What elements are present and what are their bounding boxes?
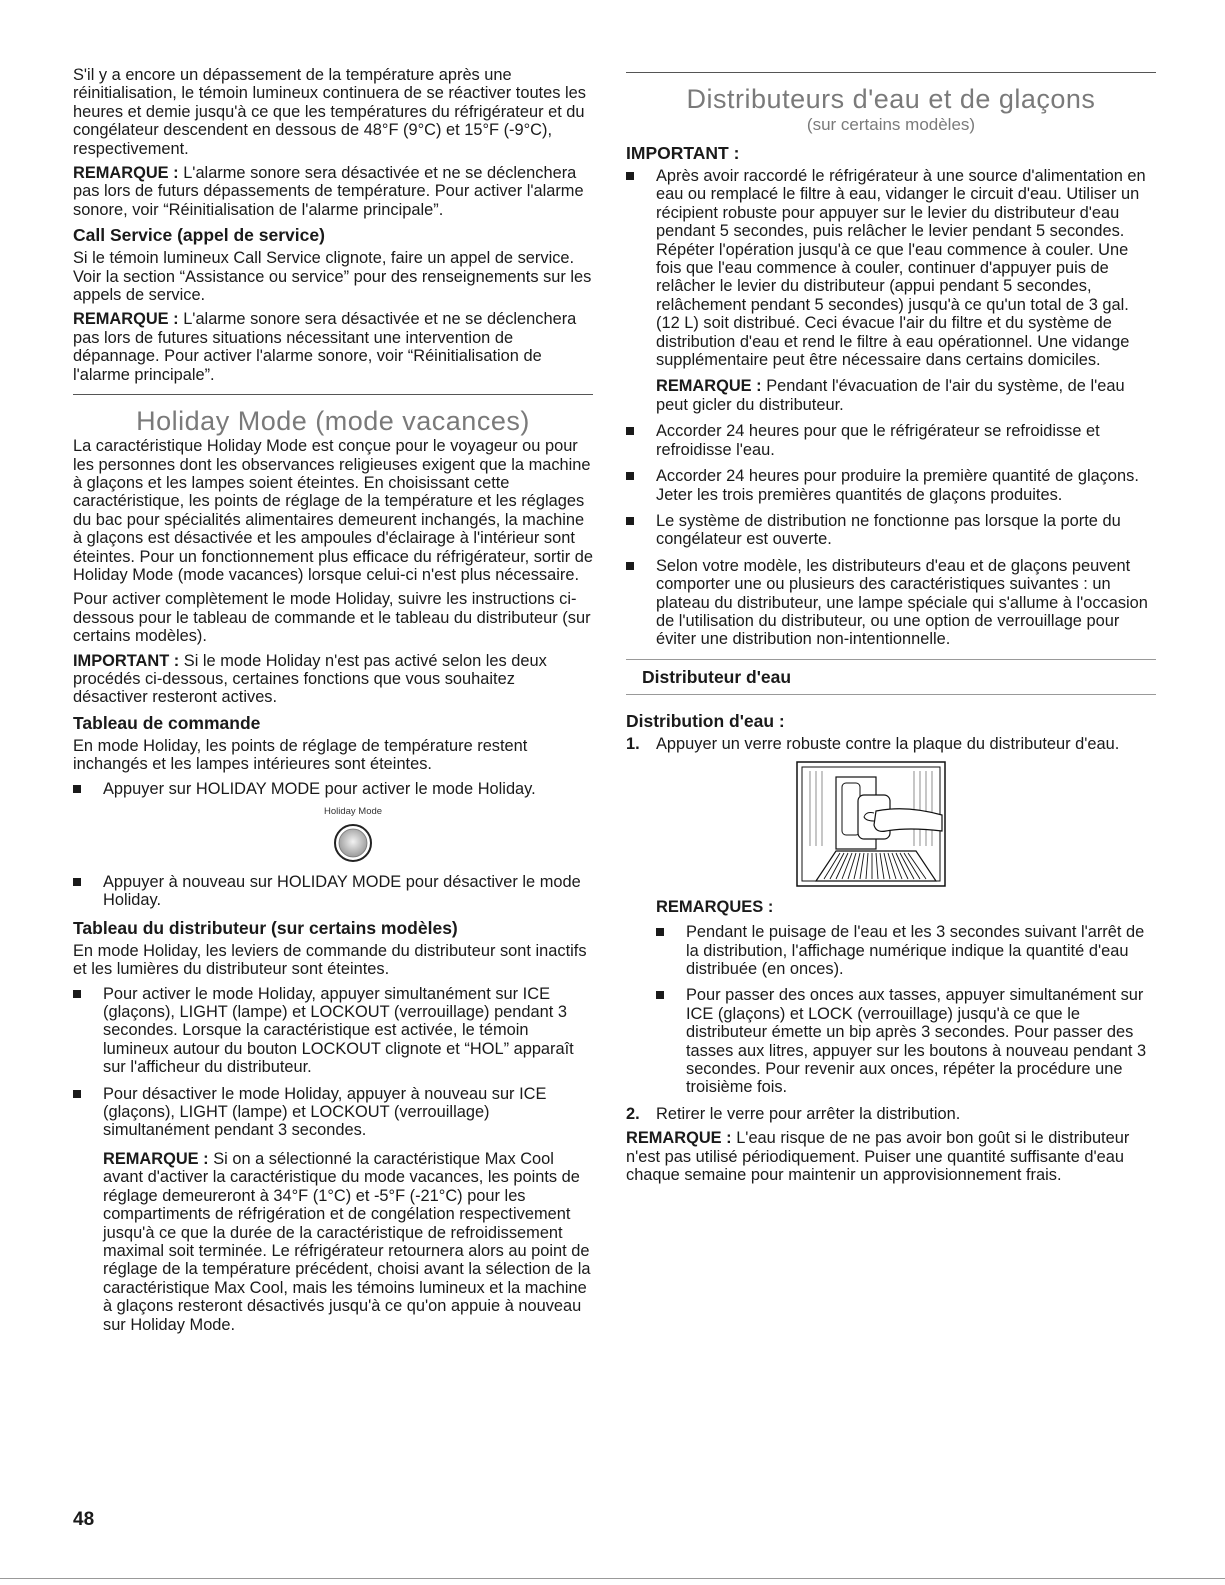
list-item: Pendant le puisage de l'eau et les 3 secondes suivant l'arrêt de la distribution, l'affichage numérique indique la quantité d'eau distribuée (en onces).	[656, 923, 1156, 978]
dispenser-panel-list	[73, 985, 593, 1334]
dispenser-panel-paragraph: En mode Holiday, les leviers de commande du distributeur sont inactifs et les lumières du distributeur sont éteintes.	[73, 941, 587, 979]
note-label: REMARQUE :	[656, 377, 762, 396]
dispenser-panel-heading: Tableau du distributeur (sur certains modèles)	[73, 917, 458, 938]
section-divider	[626, 72, 1156, 73]
note-label: REMARQUE :	[73, 310, 179, 329]
holiday-intro-paragraph: La caractéristique Holiday Mode est conçue pour le voyageur ou pour les personnes dont les observances religieuses exigent que la machine à glaçons et les lampes soient éteintes. En choisissant cette caractéristique, les points de réglage de la température et les réglages du bac pour spécialités alimentaires demeurent inchangés, la machine à glaçons est désactivée et les ampoules d'éclairage à l'intérieur sont éteintes. Pour un fonctionnement plus efficace du réfrigérateur, sortir de Holiday Mode (mode vacances) lorsque celui-ci n'est plus nécessaire.	[73, 437, 593, 584]
water-distribution-heading: Distribution d'eau :	[626, 710, 785, 731]
note-alarm-service	[73, 310, 593, 384]
holiday-important-note	[73, 652, 593, 707]
dispensers-subtitle: (sur certains modèles)	[806, 115, 976, 134]
list-item: Appuyer sur HOLIDAY MODE pour activer le mode Holiday.	[73, 780, 593, 798]
list-item: Le système de distribution ne fonctionne pas lorsque la porte du congélateur est ouverte.	[626, 512, 1156, 549]
control-panel-heading: Tableau de commande	[73, 712, 261, 733]
note-label: REMARQUE :	[626, 1129, 732, 1148]
left-column	[73, 66, 593, 1342]
step-number: 1.	[626, 734, 640, 753]
holiday-mode-button-label: Holiday Mode	[323, 806, 383, 817]
distribution-steps-2	[626, 1105, 1156, 1123]
step-text: Retirer le verre pour arrêter la distribution.	[656, 1104, 961, 1123]
note-text: Pendant l'évacuation de l'air du système, de l'eau peut gicler du distributeur.	[656, 377, 1125, 414]
list-item: Accorder 24 heures pour que le réfrigérateur se refroidisse et refroidisse l'eau.	[626, 422, 1156, 459]
section-divider	[73, 394, 593, 395]
note-label: REMARQUE :	[73, 164, 179, 183]
important-label: IMPORTANT :	[73, 651, 180, 670]
temperature-paragraph: S'il y a encore un dépassement de la température après une réinitialisation, le témoin lumineux continuera de se réactiver toutes les heures et demie jusqu'à ce que les températures du réfrigérateur et du congélateur descendent en dessous de 48°F (9°C) et 15°F (-9°C), respectivement.	[73, 66, 586, 158]
list-item: Pour passer des onces aux tasses, appuyer simultanément sur ICE (glaçons) et LOCK (verrouillage) jusqu'à ce que le distributeur émette un bip après 3 secondes. Pour passer des tasses aux litres, appuyer sur les boutons à nouveau pendant 3 secondes. Pour revenir aux onces, répéter la procédure une troisième fois.	[656, 986, 1156, 1096]
control-panel-paragraph: En mode Holiday, les points de réglage de température restent inchangés et les lampes intérieures sont éteintes.	[73, 736, 528, 774]
page-bottom-border	[0, 1578, 1225, 1579]
control-panel-list-2	[73, 873, 593, 910]
remarks-block	[626, 897, 1156, 1097]
taste-note	[626, 1129, 1156, 1184]
note-text: L'alarme sonore sera désactivée et ne se déclenchera pas lors de futurs dépassements de température. Pour activer l'alarme sonore, voir “Réinitialisation de l'alarme principale”.	[73, 164, 584, 219]
distribution-steps	[626, 735, 1156, 753]
list-item: Selon votre modèle, les distributeurs d'eau et de glaçons peuvent comporter une ou plusieurs des caractéristiques suivantes : un plateau du distributeur, une lampe spéciale qui s'allume à l'occasion de l'utilisation du distributeur, ou une option de verrouillage pour éviter une distribution non-intentionnelle.	[626, 557, 1156, 649]
step-item	[626, 735, 1156, 753]
list-item-text: Après avoir raccordé le réfrigérateur à une source d'alimentation en eau ou remplacé le filtre à eau, vidanger le circuit d'eau. Utiliser un récipient robuste pour appuyer sur le levier du distributeur d'eau pendant 5 secondes, puis relâcher le levier pendant 5 secondes. Répéter l'opération jusqu'à ce que l'eau commence à couler. Une fois que l'eau commence à couler, continuer d'appuyer puis de relâcher le levier du distributeur (appui pendant 5 secondes, relâchement pendant 5 secondes) jusqu'à ce qu'un total de 3 gal. (12 L) soit distribué. Ceci évacue l'air du filtre et du système de distribution d'eau et rend le filtre à eau opérationnel. Une vidange supplémentaire peut être nécessaire dans certains domiciles.	[656, 167, 1146, 370]
call-service-paragraph: Si le témoin lumineux Call Service clignote, faire un appel de service. Voir la section “Assistance ou service” pour des renseignements sur les appels de service.	[73, 249, 592, 305]
remarks-heading: REMARQUES :	[656, 898, 774, 917]
holiday-mode-title: Holiday Mode (mode vacances)	[136, 406, 530, 437]
important-text: Si le mode Holiday n'est pas activé selon les deux procédés ci-dessous, certaines fonctions que vous souhaitez désactiver resteront actives.	[73, 651, 547, 707]
holiday-mode-button-icon[interactable]	[333, 823, 373, 863]
important-list	[626, 167, 1156, 649]
list-item-text: Pour désactiver le mode Holiday, appuyer à nouveau sur ICE (glaçons), LIGHT (lampe) et LOCKOUT (verrouillage) simultanément pendant 3 secondes.	[103, 1084, 547, 1140]
step-item	[626, 1105, 1156, 1123]
note-text: L'eau risque de ne pas avoir bon goût si le distributeur n'est pas utilisé périodiquement. Puiser une quantité suffisante d'eau chaque semaine pour maintenir un approvisionnement frais.	[626, 1129, 1130, 1185]
max-cool-note	[103, 1150, 593, 1334]
call-service-heading: Call Service (appel de service)	[73, 225, 325, 246]
water-dispenser-header-box	[626, 659, 1156, 695]
list-item: Appuyer à nouveau sur HOLIDAY MODE pour désactiver le mode Holiday.	[73, 873, 593, 910]
note-alarm-temperature	[73, 164, 593, 219]
step-number: 2.	[626, 1104, 640, 1123]
holiday-mode-button-figure	[73, 806, 593, 863]
air-purge-note	[656, 377, 1156, 414]
water-dispenser-illustration	[796, 761, 946, 887]
right-column	[626, 66, 1156, 1190]
list-item: Accorder 24 heures pour produire la première quantité de glaçons. Jeter les trois premières quantités de glaçons produites.	[626, 467, 1156, 504]
list-item	[626, 167, 1156, 414]
dispensers-title: Distributeurs d'eau et de glaçons	[686, 84, 1096, 114]
remarks-list	[656, 923, 1156, 1097]
list-item: Pour activer le mode Holiday, appuyer simultanément sur ICE (glaçons), LIGHT (lampe) et LOCKOUT (verrouillage) pendant 3 secondes. Lorsque la caractéristique est activée, le témoin lumineux autour du bouton LOCKOUT clignote et “HOL” apparaît sur l'afficheur du distributeur.	[73, 985, 593, 1077]
holiday-instructions-paragraph: Pour activer complètement le mode Holiday, suivre les instructions ci-dessous pour le tableau de commande et le tableau du distributeur (sur certains modèles).	[73, 590, 591, 646]
control-panel-list	[73, 780, 593, 798]
step-text: Appuyer un verre robuste contre la plaque du distributeur d'eau.	[656, 734, 1120, 753]
note-text: L'alarme sonore sera désactivée et ne se déclenchera pas lors de futures situations nécessitant une intervention de dépannage. Pour activer l'alarme sonore, voir “Réinitialisation de l'alarme principale”.	[73, 310, 577, 384]
list-item	[73, 1085, 593, 1334]
note-label: REMARQUE :	[103, 1149, 209, 1168]
water-dispenser-heading: Distributeur d'eau	[642, 666, 792, 687]
important-heading: IMPORTANT :	[626, 143, 740, 163]
page-number: 48	[73, 1509, 95, 1530]
note-text: Si on a sélectionné la caractéristique Max Cool avant d'activer la caractéristique du mode vacances, les points de réglage demeureront à 34°F (1°C) et -5°F (-21°C) pour les compartiments de réfrigération et de congélation respectivement jusqu'à ce que la durée de la caractéristique de refroidissement maximal soit terminée. Le réfrigérateur retournera alors au point de réglage de la température précédent, choisi avant la sélection de la caractéristique Max Cool, mais les témoins lumineux et la machine à glaçons resteront désactivés jusqu'à ce qu'on appuie à nouveau sur Holiday Mode.	[103, 1149, 591, 1334]
